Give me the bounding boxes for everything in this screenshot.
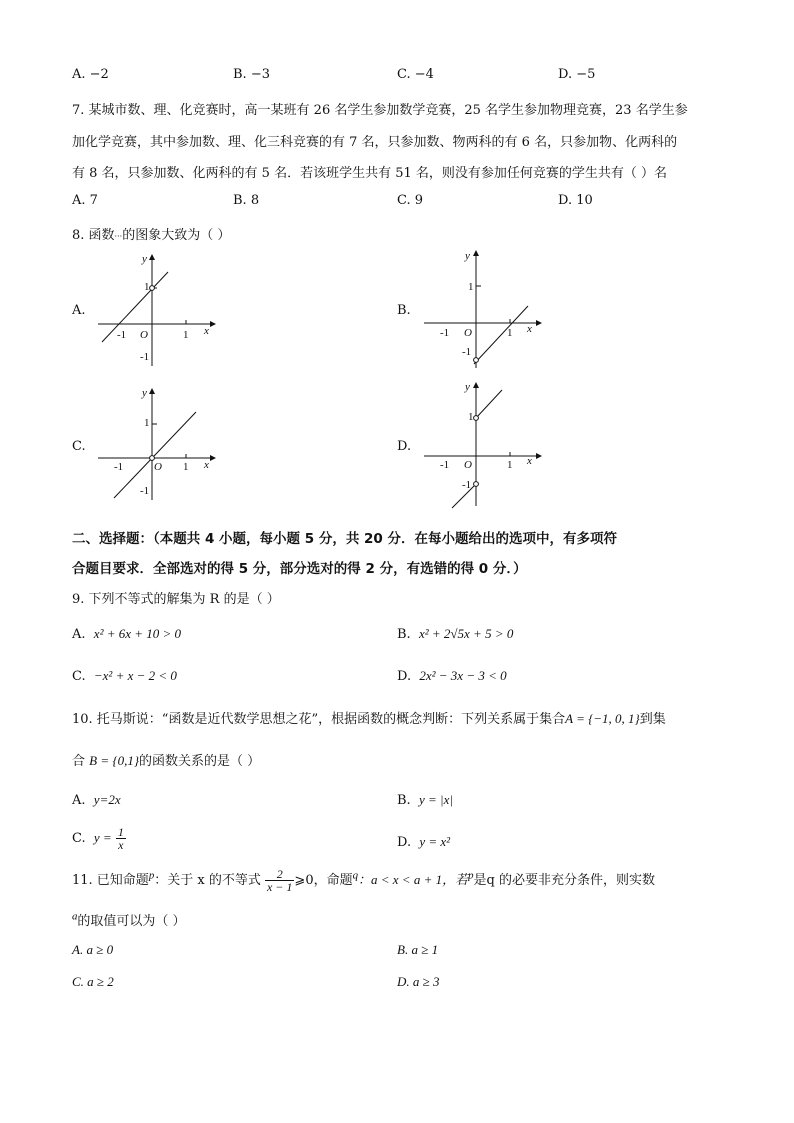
graph-d-origin: O: [464, 459, 472, 471]
graph-d-y-arrow: [473, 382, 479, 388]
q10-option-b-expr: y = |x|: [418, 792, 453, 807]
q9-option-a-label: A.: [72, 627, 86, 642]
q11-stem-head: 11. 已知命题: [72, 873, 149, 888]
q11-line-2: [72, 910, 186, 929]
q9-option-b-label: B.: [397, 627, 411, 642]
graph-c-y-label: y: [142, 387, 147, 399]
q11-option-c: C. a ≥ 2: [72, 974, 114, 989]
q11-q: q: [352, 869, 359, 882]
graph-c-x-label: x: [204, 459, 209, 471]
q10-line-1-text: 10. 托马斯说：“函数是近代数学思想之花”，根据函数的概念判断：下列关系属于集合: [72, 712, 566, 727]
q7-line-2: 加化学竞赛，其中参加数、理、化三科竞赛的有 7 名，只参加数、物两科的有 6 名，只参加物、化两科的: [72, 135, 678, 150]
graph-c-tick-y-neg: -1: [140, 485, 150, 497]
q7-option-d: D. 10: [558, 193, 593, 208]
q6-option-d: D. −5: [558, 67, 596, 82]
q11-fraction-numerator: 2: [265, 868, 294, 881]
graph-a-origin: O: [140, 329, 148, 341]
graph-c-tick-neg: -1: [114, 461, 124, 473]
q11-fraction: [265, 868, 294, 893]
q7-option-b: B. 8: [233, 193, 260, 208]
q10-option-a-expr: y=2x: [93, 792, 121, 807]
q9-stem: 9. 下列不等式的解集为 R 的是（ ）: [72, 592, 280, 607]
graph-c-x-arrow: [210, 455, 216, 461]
graph-d-open-point-top: [474, 416, 479, 421]
graph-b-y-arrow: [473, 250, 479, 256]
graph-a-open-point: [150, 286, 155, 291]
q11-stem-tail: 是q 的必要非充分条件，则实数: [473, 873, 655, 888]
q10-set-a: A = {−1, 0, 1}: [565, 711, 640, 726]
q8-stem-tail: 的图象大致为（ ）: [122, 228, 231, 243]
graph-a-tick-neg: -1: [117, 329, 127, 341]
q11-stem-mid-3: ：a < x < a + 1，若: [358, 872, 469, 887]
graph-a-curve: [102, 272, 168, 342]
q10-set-b: B = {0,1}: [89, 753, 140, 768]
q10-option-c-denominator: x: [118, 838, 124, 852]
q10-line-1-tail: 到集: [639, 712, 666, 727]
q10-line-2-tail: 的函数关系的是（ ）: [139, 754, 261, 769]
q9-option-d-expr: 2x² − 3x − 3 < 0: [419, 668, 507, 683]
graph-b-open-point: [474, 358, 479, 363]
graph-c-origin: O: [154, 461, 162, 473]
graph-d-label: D.: [397, 439, 412, 454]
graph-d-tick-neg: -1: [440, 459, 450, 471]
graph-c: [92, 384, 222, 504]
q11-fraction-denominator: x − 1: [266, 880, 293, 894]
graph-d-open-point-bottom: [474, 482, 479, 487]
graph-b-tick-y-pos: 1: [468, 281, 474, 293]
q7-line-3: 有 8 名，只参加数、化两科的有 5 名．若该班学生共有 51 名，则没有参加任何竞赛的学生共有（ ）名: [72, 166, 668, 181]
q11-line-1: [72, 868, 655, 893]
q9-option-a: [72, 626, 181, 642]
q9-option-c: [72, 668, 177, 684]
q7-option-a: A. 7: [72, 193, 98, 208]
q9-option-d: [397, 668, 507, 684]
graph-c-y-arrow: [149, 388, 155, 394]
graph-a-y-label: y: [142, 253, 147, 265]
q10-option-d-label: D.: [397, 835, 412, 850]
graph-b-tick-pos: 1: [507, 327, 513, 339]
graph-b: [418, 246, 548, 370]
q10-option-d: [397, 834, 450, 850]
q11-option-d: D. a ≥ 3: [397, 974, 440, 989]
graph-a-label: A.: [72, 303, 86, 318]
section-2-header-line-2: 合题目要求．全部选对的得 5 分，部分选对的得 2 分，有选错的得 0 分．）: [72, 561, 527, 577]
graph-c-open-point: [150, 456, 155, 461]
q11-p-2: p: [468, 869, 474, 882]
q10-option-c-prefix: y =: [93, 830, 112, 845]
graph-d-x-arrow: [536, 453, 542, 459]
graph-c-label: C.: [72, 439, 86, 454]
graph-c-tick-pos: 1: [183, 461, 189, 473]
graph-b-origin: O: [464, 327, 472, 339]
q11-p: p: [148, 869, 155, 882]
q11-option-a: A. a ≥ 0: [72, 942, 114, 957]
q9-option-a-expr: x² + 6x + 10 > 0: [93, 626, 182, 641]
graph-d-tick-pos: 1: [507, 459, 513, 471]
q6-option-b: B. −3: [233, 67, 270, 82]
graph-d: [418, 378, 548, 512]
graph-b-curve: [474, 306, 528, 364]
q10-option-b-label: B.: [397, 793, 411, 808]
q10-option-c-numerator: 1: [117, 825, 124, 839]
q9-option-d-label: D.: [397, 669, 412, 684]
graph-b-tick-neg: -1: [440, 327, 450, 339]
q10-option-b: [397, 792, 453, 808]
q10-option-a-label: A.: [72, 793, 86, 808]
q11-option-b: B. a ≥ 1: [397, 942, 439, 957]
q6-option-a: A. −2: [72, 67, 109, 82]
q11-stem-mid-2: ⩾0，命题: [294, 873, 353, 888]
graph-b-tick-y-neg: -1: [462, 346, 472, 358]
graph-c-curve: [114, 412, 196, 498]
graph-d-tick-y-neg: -1: [462, 479, 472, 491]
graph-a-tick-y-neg: -1: [140, 351, 150, 363]
q8-stem-symbol: ···: [114, 232, 123, 241]
q11-stem-mid-1: ：关于 x 的不等式: [154, 873, 261, 888]
graph-a: [92, 250, 222, 370]
q9-option-c-expr: −x² + x − 2 < 0: [93, 668, 177, 683]
graph-a-x-arrow: [210, 321, 216, 327]
q8-stem-head: 8. 函数: [72, 228, 115, 243]
graph-a-tick-pos: 1: [183, 329, 189, 341]
q10-option-d-expr: y = x²: [419, 834, 451, 849]
q11-line-2-tail: 的取值可以为（ ）: [77, 914, 186, 929]
q10-line-2: [72, 750, 260, 769]
graph-b-label: B.: [397, 303, 411, 318]
graph-d-y-label: y: [465, 381, 470, 393]
graph-a-y-arrow: [149, 254, 155, 260]
q6-option-c: C. −4: [397, 67, 434, 82]
graph-b-x-label: x: [527, 323, 532, 335]
q10-line-1: [72, 708, 666, 727]
graph-a-tick-y-pos: 1: [144, 281, 150, 293]
q11-a: a: [72, 910, 78, 923]
graph-b-x-arrow: [536, 320, 542, 326]
graph-b-y-label: y: [465, 250, 470, 262]
q9-option-c-label: C.: [72, 669, 86, 684]
q10-option-c-fraction: [116, 826, 126, 851]
q7-option-c: C. 9: [397, 193, 424, 208]
q10-option-c: [72, 826, 126, 851]
graph-c-tick-y-pos: 1: [144, 417, 150, 429]
q9-option-b: [397, 626, 513, 642]
graph-d-x-label: x: [527, 455, 532, 467]
q10-option-c-label: C.: [72, 831, 86, 846]
q8-stem: [72, 224, 230, 243]
graph-a-x-label: x: [204, 325, 209, 337]
section-2-header-line-1: 二、选择题：（本题共 4 小题，每小题 5 分，共 20 分．在每小题给出的选项中，有多项符: [72, 531, 618, 547]
q10-line-2-head: 合: [72, 754, 86, 769]
q9-option-b-expr: x² + 2√5x + 5 > 0: [418, 626, 514, 641]
q10-option-a: [72, 792, 121, 808]
q7-line-1: 7. 某城市数、理、化竞赛时，高一某班有 26 名学生参加数学竞赛，25 名学生参加物理竞赛，23 名学生参: [72, 103, 688, 118]
graph-d-curve-right: [476, 390, 502, 418]
graph-d-tick-y-pos: 1: [468, 411, 474, 423]
